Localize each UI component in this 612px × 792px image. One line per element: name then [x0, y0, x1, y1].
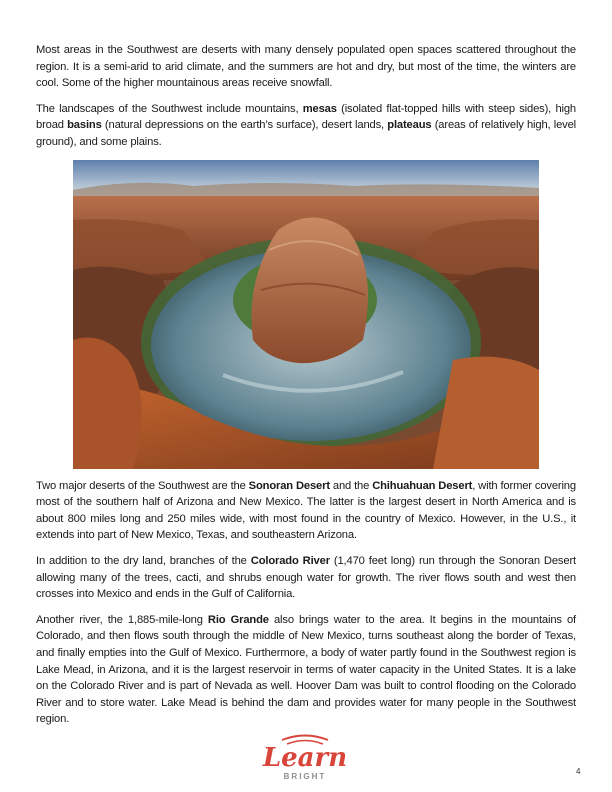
- key-term: Chihuahuan Desert: [372, 479, 473, 492]
- text-run: also brings water to the area. It begins in the mountains of Colorado, and then flows south through the middle of New Mexico, turns southeast along the border of Texas, and finally empties into the Gulf of Mexico. Furthermore, a body of water partly found in the Southwest region is Lake Mead, in Arizona, and it is the largest reservoir in terms of water capacity in the United States. It is a lake on the Colorado River and is part of Nevada as well. Hoover Dam was built to control flooding on the Colorado River and to store water. Lake Mead is behind the dam and provides water for many people in the Southwest region.: [36, 613, 576, 726]
- horseshoe-bend-photo: [73, 160, 539, 469]
- key-term: Colorado River: [250, 554, 330, 567]
- logo-mark: [252, 731, 358, 783]
- paragraph-deserts: [36, 478, 576, 544]
- text-run: (natural depressions on the earth’s surface), desert lands,: [101, 119, 388, 132]
- page-number: 4: [576, 767, 581, 776]
- text-run: In addition to the dry land, branches of the: [36, 554, 251, 567]
- text-run: Another river, the 1,885-mile-long: [36, 613, 208, 626]
- key-term: Rio Grande: [207, 613, 269, 626]
- text-run: Two major deserts of the Southwest are the: [36, 479, 249, 492]
- key-term: Sonoran Desert: [248, 479, 330, 492]
- key-term: basins: [67, 119, 102, 132]
- paragraph-climate: [36, 42, 576, 92]
- logo-subword: BRIGHT: [283, 772, 327, 781]
- key-term: mesas: [302, 102, 337, 115]
- page-content: [36, 42, 576, 737]
- logo-word: Learn: [262, 743, 348, 773]
- canyon-illustration: [73, 160, 539, 469]
- paragraph-rio-grande: [36, 612, 576, 728]
- learn-bright-logo: [252, 731, 358, 783]
- paragraph-landscapes: [36, 101, 576, 151]
- paragraph-colorado-river: [36, 553, 576, 603]
- text-run: (areas of relatively high, level ground), and some plains.: [36, 119, 576, 148]
- text-run: The landscapes of the Southwest include mountains,: [36, 102, 303, 115]
- text-run: (isolated flat-topped hills with steep sides), high broad: [36, 102, 576, 132]
- text-run: , with former covering most of the southern half of Arizona and New Mexico. The latter is the largest desert in North America and is about 800 miles long and 250 miles wide, with most found in the country of Mexico. However, in the U.S., it extends into part of New Mexico, Texas, and southeastern Arizona.: [36, 479, 576, 542]
- key-term: plateaus: [387, 119, 432, 132]
- text-run: and the: [329, 479, 373, 492]
- text-run: Most areas in the Southwest are deserts with many densely populated open spaces scattered throughout the region. It is a semi-arid to arid climate, and the summers are hot and dry, but most of the time, the winters are cool. Some of the higher mountainous areas receive snowfall.: [36, 44, 576, 90]
- text-run: (1,470 feet long) run through the Sonoran Desert allowing many of the trees, cacti, and shrubs enough water for growth. The river flows south and west then crosses into Mexico and ends in the Gulf of California.: [36, 554, 576, 601]
